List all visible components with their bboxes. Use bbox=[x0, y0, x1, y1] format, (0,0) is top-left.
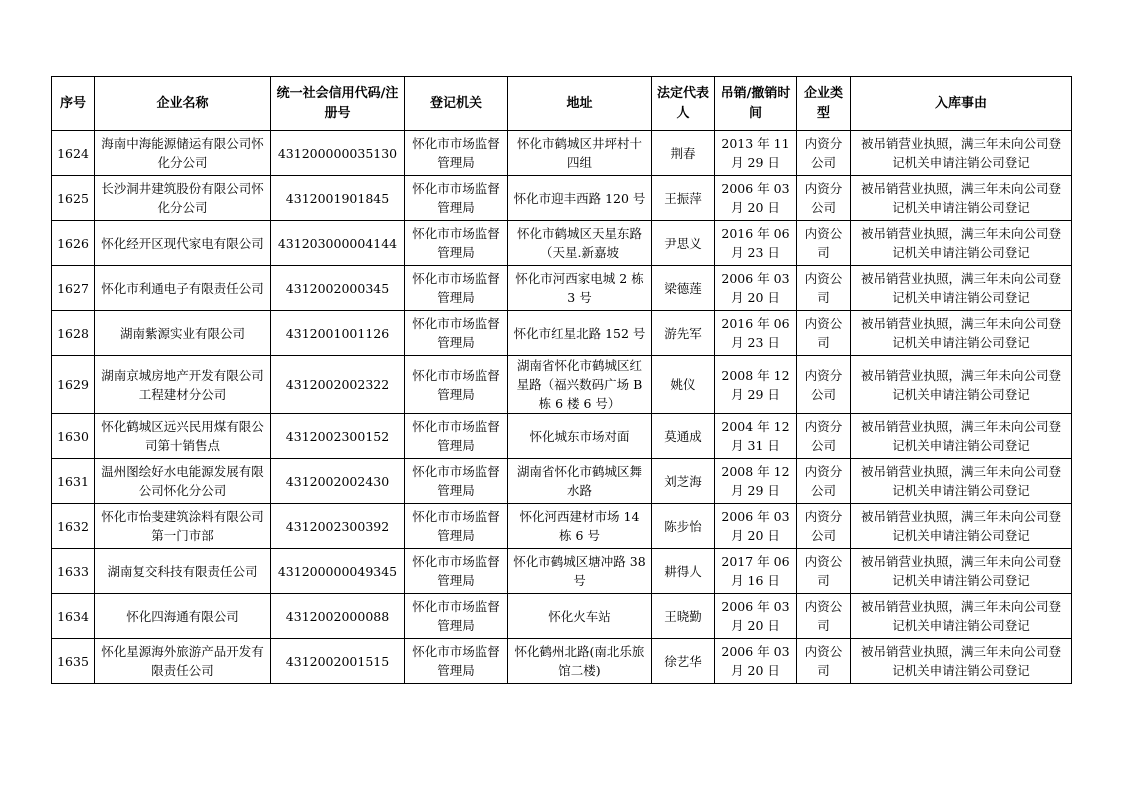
table-row bbox=[52, 459, 1072, 504]
table-row bbox=[52, 549, 1072, 594]
cell-seq: 1629 bbox=[52, 356, 95, 414]
cell-rep: 刘芝海 bbox=[652, 459, 715, 504]
cell-name: 湖南复交科技有限责任公司 bbox=[95, 549, 271, 594]
header-code: 统一社会信用代码/注册号 bbox=[271, 77, 405, 131]
cell-seq: 1633 bbox=[52, 549, 95, 594]
cell-name: 怀化市怡斐建筑涂料有限公司第一门市部 bbox=[95, 504, 271, 549]
cell-rep: 陈步怡 bbox=[652, 504, 715, 549]
cell-address: 怀化市鹤城区塘冲路 38 号 bbox=[508, 549, 652, 594]
header-address: 地址 bbox=[508, 77, 652, 131]
cell-address: 怀化河西建材市场 14 栋 6 号 bbox=[508, 504, 652, 549]
cell-authority: 怀化市市场监督管理局 bbox=[405, 221, 508, 266]
cell-reason: 被吊销营业执照，满三年未向公司登记机关申请注销公司登记 bbox=[851, 414, 1072, 459]
cell-reason: 被吊销营业执照，满三年未向公司登记机关申请注销公司登记 bbox=[851, 594, 1072, 639]
cell-name: 湖南紫源实业有限公司 bbox=[95, 311, 271, 356]
cell-address: 怀化市河西家电城 2 栋 3 号 bbox=[508, 266, 652, 311]
cell-rep: 游先军 bbox=[652, 311, 715, 356]
cell-type: 内资分公司 bbox=[797, 356, 851, 414]
cell-reason: 被吊销营业执照，满三年未向公司登记机关申请注销公司登记 bbox=[851, 356, 1072, 414]
cell-name: 怀化经开区现代家电有限公司 bbox=[95, 221, 271, 266]
cell-type: 内资公司 bbox=[797, 549, 851, 594]
cell-code: 4312002002430 bbox=[271, 459, 405, 504]
cell-rep: 王振萍 bbox=[652, 176, 715, 221]
cell-seq: 1632 bbox=[52, 504, 95, 549]
cell-type: 内资公司 bbox=[797, 221, 851, 266]
cell-date: 2016 年 06 月 23 日 bbox=[715, 311, 797, 356]
cell-date: 2004 年 12 月 31 日 bbox=[715, 414, 797, 459]
cell-authority: 怀化市市场监督管理局 bbox=[405, 504, 508, 549]
cell-authority: 怀化市市场监督管理局 bbox=[405, 266, 508, 311]
table-row bbox=[52, 639, 1072, 684]
cell-code: 431200000035130 bbox=[271, 131, 405, 176]
enterprise-table bbox=[51, 76, 1072, 684]
cell-date: 2006 年 03 月 20 日 bbox=[715, 594, 797, 639]
cell-code: 4312002000088 bbox=[271, 594, 405, 639]
cell-date: 2016 年 06 月 23 日 bbox=[715, 221, 797, 266]
header-name: 企业名称 bbox=[95, 77, 271, 131]
cell-code: 4312002300392 bbox=[271, 504, 405, 549]
cell-name: 怀化鹤城区远兴民用煤有限公司第十销售点 bbox=[95, 414, 271, 459]
table-row bbox=[52, 176, 1072, 221]
cell-name: 怀化星源海外旅游产品开发有限责任公司 bbox=[95, 639, 271, 684]
cell-type: 内资分公司 bbox=[797, 459, 851, 504]
header-date: 吊销/撤销时间 bbox=[715, 77, 797, 131]
cell-address: 怀化市鹤城区天星东路（天星.新嘉坡 bbox=[508, 221, 652, 266]
cell-code: 431203000004144 bbox=[271, 221, 405, 266]
table-row bbox=[52, 131, 1072, 176]
header-seq: 序号 bbox=[52, 77, 95, 131]
cell-rep: 莫通成 bbox=[652, 414, 715, 459]
cell-seq: 1626 bbox=[52, 221, 95, 266]
cell-address: 怀化城东市场对面 bbox=[508, 414, 652, 459]
cell-seq: 1634 bbox=[52, 594, 95, 639]
cell-name: 怀化四海通有限公司 bbox=[95, 594, 271, 639]
cell-address: 湖南省怀化市鹤城区红星路（福兴数码广场 B 栋 6 楼 6 号） bbox=[508, 356, 652, 414]
cell-code: 4312002001515 bbox=[271, 639, 405, 684]
cell-name: 怀化市利通电子有限责任公司 bbox=[95, 266, 271, 311]
cell-code: 4312001901845 bbox=[271, 176, 405, 221]
cell-type: 内资分公司 bbox=[797, 176, 851, 221]
cell-date: 2006 年 03 月 20 日 bbox=[715, 504, 797, 549]
cell-reason: 被吊销营业执照，满三年未向公司登记机关申请注销公司登记 bbox=[851, 549, 1072, 594]
cell-seq: 1628 bbox=[52, 311, 95, 356]
cell-seq: 1627 bbox=[52, 266, 95, 311]
cell-date: 2017 年 06 月 16 日 bbox=[715, 549, 797, 594]
cell-seq: 1635 bbox=[52, 639, 95, 684]
header-reason: 入库事由 bbox=[851, 77, 1072, 131]
cell-rep: 荆春 bbox=[652, 131, 715, 176]
cell-authority: 怀化市市场监督管理局 bbox=[405, 311, 508, 356]
table-row bbox=[52, 504, 1072, 549]
cell-rep: 梁德莲 bbox=[652, 266, 715, 311]
cell-reason: 被吊销营业执照，满三年未向公司登记机关申请注销公司登记 bbox=[851, 311, 1072, 356]
cell-reason: 被吊销营业执照，满三年未向公司登记机关申请注销公司登记 bbox=[851, 221, 1072, 266]
table-row bbox=[52, 311, 1072, 356]
cell-rep: 尹思义 bbox=[652, 221, 715, 266]
cell-authority: 怀化市市场监督管理局 bbox=[405, 356, 508, 414]
cell-rep: 耕得人 bbox=[652, 549, 715, 594]
cell-rep: 徐艺华 bbox=[652, 639, 715, 684]
cell-address: 怀化市鹤城区井坪村十四组 bbox=[508, 131, 652, 176]
cell-rep: 王晓勤 bbox=[652, 594, 715, 639]
cell-authority: 怀化市市场监督管理局 bbox=[405, 414, 508, 459]
table-row bbox=[52, 594, 1072, 639]
cell-reason: 被吊销营业执照，满三年未向公司登记机关申请注销公司登记 bbox=[851, 459, 1072, 504]
cell-seq: 1624 bbox=[52, 131, 95, 176]
cell-date: 2008 年 12 月 29 日 bbox=[715, 356, 797, 414]
cell-name: 温州图绘好水电能源发展有限公司怀化分公司 bbox=[95, 459, 271, 504]
header-authority: 登记机关 bbox=[405, 77, 508, 131]
cell-code: 4312002300152 bbox=[271, 414, 405, 459]
cell-authority: 怀化市市场监督管理局 bbox=[405, 549, 508, 594]
table-row bbox=[52, 356, 1072, 414]
cell-code: 4312002002322 bbox=[271, 356, 405, 414]
cell-seq: 1625 bbox=[52, 176, 95, 221]
cell-reason: 被吊销营业执照，满三年未向公司登记机关申请注销公司登记 bbox=[851, 639, 1072, 684]
cell-authority: 怀化市市场监督管理局 bbox=[405, 594, 508, 639]
cell-reason: 被吊销营业执照，满三年未向公司登记机关申请注销公司登记 bbox=[851, 131, 1072, 176]
cell-code: 4312002000345 bbox=[271, 266, 405, 311]
cell-address: 湖南省怀化市鹤城区舞水路 bbox=[508, 459, 652, 504]
header-rep: 法定代表人 bbox=[652, 77, 715, 131]
header-type: 企业类型 bbox=[797, 77, 851, 131]
cell-type: 内资分公司 bbox=[797, 131, 851, 176]
cell-date: 2006 年 03 月 20 日 bbox=[715, 266, 797, 311]
cell-type: 内资公司 bbox=[797, 311, 851, 356]
cell-date: 2008 年 12 月 29 日 bbox=[715, 459, 797, 504]
cell-reason: 被吊销营业执照，满三年未向公司登记机关申请注销公司登记 bbox=[851, 176, 1072, 221]
cell-type: 内资公司 bbox=[797, 639, 851, 684]
cell-authority: 怀化市市场监督管理局 bbox=[405, 131, 508, 176]
header-row bbox=[52, 77, 1072, 131]
cell-address: 怀化鹤州北路(南北乐旅馆二楼) bbox=[508, 639, 652, 684]
cell-rep: 姚仪 bbox=[652, 356, 715, 414]
cell-code: 431200000049345 bbox=[271, 549, 405, 594]
cell-reason: 被吊销营业执照，满三年未向公司登记机关申请注销公司登记 bbox=[851, 504, 1072, 549]
cell-address: 怀化火车站 bbox=[508, 594, 652, 639]
cell-address: 怀化市迎丰西路 120 号 bbox=[508, 176, 652, 221]
cell-name: 湖南京城房地产开发有限公司工程建材分公司 bbox=[95, 356, 271, 414]
table-row bbox=[52, 221, 1072, 266]
cell-authority: 怀化市市场监督管理局 bbox=[405, 639, 508, 684]
cell-type: 内资公司 bbox=[797, 266, 851, 311]
cell-name: 长沙洞井建筑股份有限公司怀化分公司 bbox=[95, 176, 271, 221]
cell-type: 内资公司 bbox=[797, 594, 851, 639]
cell-seq: 1630 bbox=[52, 414, 95, 459]
cell-type: 内资分公司 bbox=[797, 414, 851, 459]
cell-name: 海南中海能源储运有限公司怀化分公司 bbox=[95, 131, 271, 176]
cell-authority: 怀化市市场监督管理局 bbox=[405, 459, 508, 504]
cell-seq: 1631 bbox=[52, 459, 95, 504]
cell-reason: 被吊销营业执照，满三年未向公司登记机关申请注销公司登记 bbox=[851, 266, 1072, 311]
cell-authority: 怀化市市场监督管理局 bbox=[405, 176, 508, 221]
cell-date: 2006 年 03 月 20 日 bbox=[715, 176, 797, 221]
cell-date: 2013 年 11 月 29 日 bbox=[715, 131, 797, 176]
cell-date: 2006 年 03 月 20 日 bbox=[715, 639, 797, 684]
cell-address: 怀化市红星北路 152 号 bbox=[508, 311, 652, 356]
cell-code: 4312001001126 bbox=[271, 311, 405, 356]
cell-type: 内资分公司 bbox=[797, 504, 851, 549]
table-row bbox=[52, 266, 1072, 311]
table-row bbox=[52, 414, 1072, 459]
